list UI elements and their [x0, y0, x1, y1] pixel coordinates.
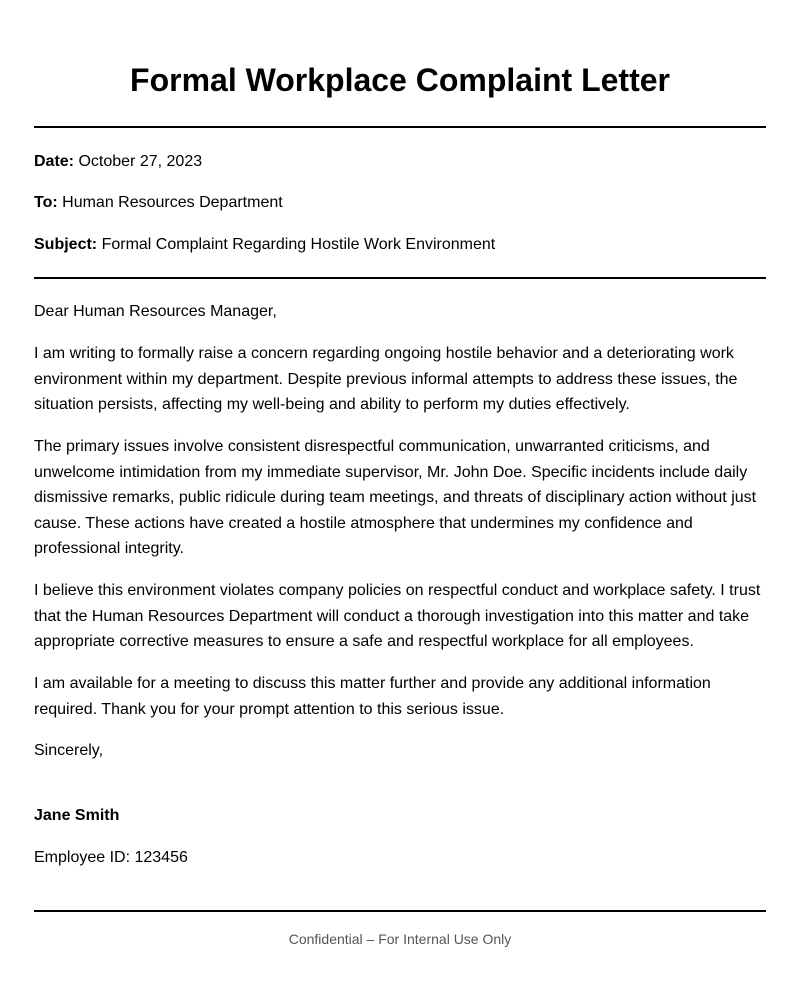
- title-divider: [34, 126, 766, 128]
- body-paragraph-1: I am writing to formally raise a concern regarding ongoing hostile behavior and a deteriorating work environment within my department. Despite previous informal attempts to address these issues, the situation persists, affecting my well-being and ability to perform my duties effectively.: [34, 345, 738, 414]
- subject-value: Formal Complaint Regarding Hostile Work Environment: [101, 236, 496, 253]
- date-line: [34, 152, 766, 172]
- employee-id: Employee ID: 123456: [34, 849, 188, 866]
- subject-line: [34, 235, 766, 255]
- footer-divider: [34, 910, 766, 912]
- salutation: Dear Human Resources Manager,: [34, 303, 277, 320]
- body-paragraph-3: I believe this environment violates company policies on respectful conduct and workplace safety. I trust that the Human Resources Department will conduct a thorough investigation into this matter and take appropriate corrective measures to ensure a safe and respectful workplace for all employees.: [34, 582, 761, 651]
- recipient-value: Human Resources Department: [62, 194, 283, 211]
- body-paragraph-2: The primary issues involve consistent disrespectful communication, unwarranted criticisms, and unwelcome intimidation from my immediate supervisor, Mr. John Doe. Specific incidents include daily dismissive remarks, public ridicule during team meetings, and threats of disciplinary action without just cause. These actions have created a hostile atmosphere that undermines my confidence and professional integrity.: [34, 438, 757, 558]
- recipient-label: To:: [34, 194, 58, 211]
- header-divider: [34, 277, 766, 279]
- subject-label: Subject:: [34, 236, 98, 253]
- recipient-line: [34, 193, 766, 213]
- body-paragraph-4: I am available for a meeting to discuss this matter further and provide any additional information required. Thank you for your prompt attention to this serious issue.: [34, 675, 711, 718]
- signature-name: Jane Smith: [34, 807, 120, 824]
- closing: Sincerely,: [34, 742, 104, 759]
- date-label: Date:: [34, 153, 75, 170]
- date-value: October 27, 2023: [78, 153, 203, 170]
- confidential-footer: Confidential – For Internal Use Only: [288, 931, 512, 947]
- letter-title: Formal Workplace Complaint Letter: [130, 62, 670, 98]
